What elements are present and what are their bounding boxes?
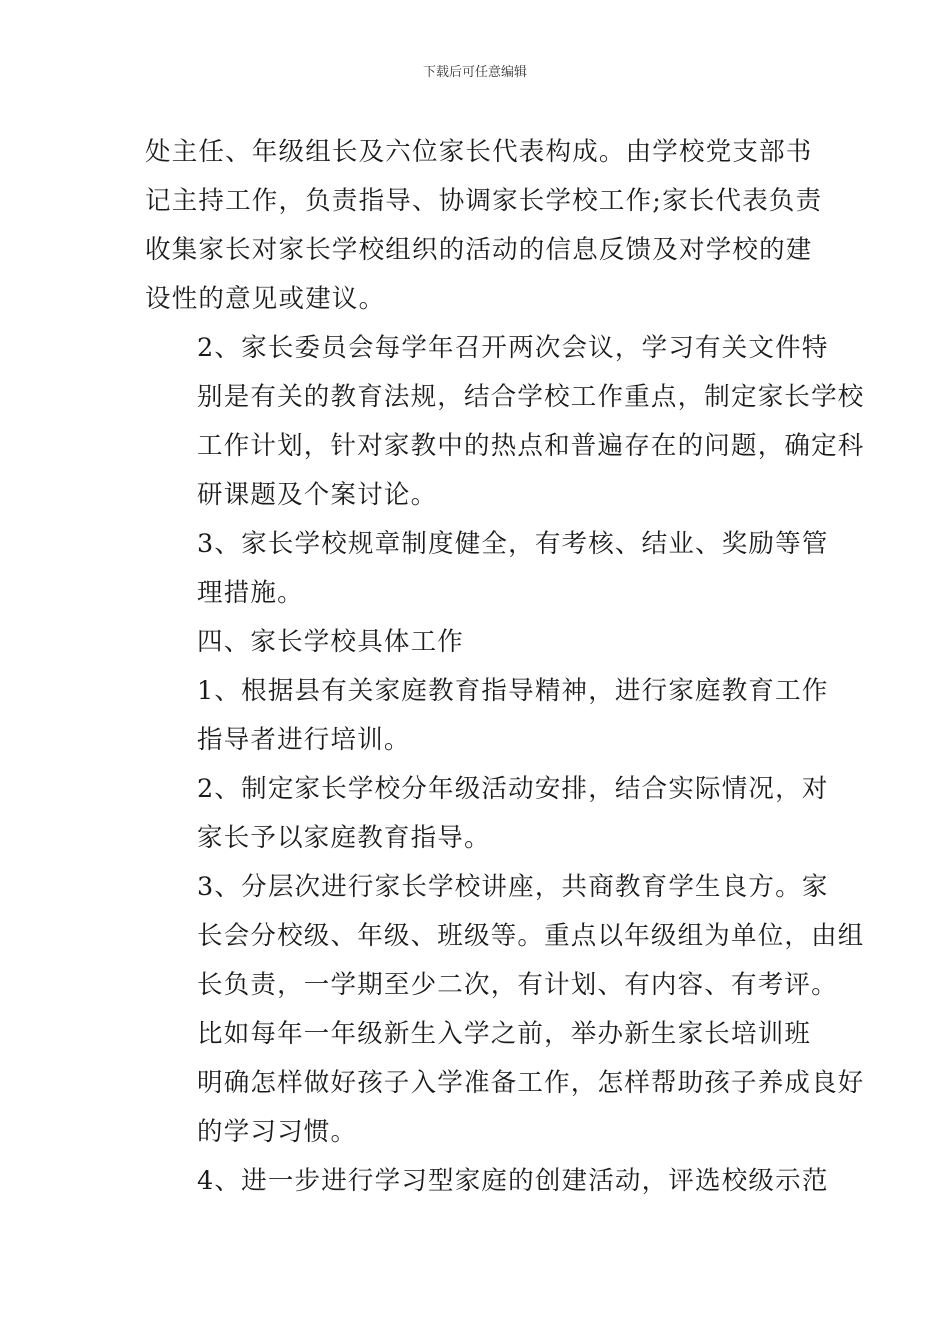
- text-line: 处主任、年级组长及六位家长代表构成。由学校党支部书: [145, 137, 813, 167]
- text-line: 4、进一步进行学习型家庭的创建活动，评选校级示范: [197, 1166, 829, 1196]
- text-line: 2、家长委员会每学年召开两次会议，学习有关文件特: [197, 333, 829, 363]
- text-line: 长负责，一学期至少二次，有计划、有内容、有考评。: [197, 970, 838, 1000]
- text-line: 指导者进行培训。: [197, 725, 411, 755]
- text-line: 工作计划，针对家教中的热点和普遍存在的问题，确定科: [197, 431, 865, 461]
- text-line: 四、家长学校具体工作: [197, 627, 465, 657]
- paragraph-5: [145, 667, 829, 765]
- text-line: 研课题及个案讨论。: [197, 480, 438, 510]
- text-line: 理措施。: [197, 578, 304, 608]
- text-line: 明确怎样做好孩子入学准备工作，怎样帮助孩子养成良好: [197, 1068, 865, 1098]
- text-line: 收集家长对家长学校组织的活动的信息反馈及对学校的建: [145, 235, 813, 265]
- text-line: 别是有关的教育法规，结合学校工作重点，制定家长学校: [197, 382, 865, 412]
- text-line: 比如每年一年级新生入学之前，举办新生家长培训班: [197, 1019, 812, 1049]
- paragraph-1: [145, 128, 823, 324]
- page-header-note: 下载后可任意编辑: [422, 65, 527, 80]
- text-line: 3、家长学校规章制度健全，有考核、结业、奖励等管: [197, 529, 829, 559]
- text-line: 记主持工作，负责指导、协调家长学校工作;家长代表负责: [145, 186, 823, 216]
- paragraph-2: [145, 324, 865, 520]
- text-line: 2、制定家长学校分年级活动安排，结合实际情况，对: [197, 774, 829, 804]
- document-body: [145, 128, 865, 1206]
- text-line: 的学习习惯。: [197, 1117, 358, 1147]
- paragraph-7: [145, 863, 865, 1010]
- text-line: 长会分校级、年级、班级等。重点以年级组为单位，由组: [197, 921, 865, 951]
- text-line: 设性的意见或建议。: [145, 284, 386, 314]
- paragraph-9: [145, 1157, 829, 1206]
- paragraph-3: [145, 520, 829, 618]
- section-heading-4: [145, 618, 810, 667]
- text-line: 家长予以家庭教育指导。: [197, 823, 491, 853]
- text-line: 1、根据县有关家庭教育指导精神，进行家庭教育工作: [197, 676, 829, 706]
- paragraph-8: [145, 1010, 865, 1157]
- paragraph-6: [145, 765, 829, 863]
- text-line: 3、分层次进行家长学校讲座，共商教育学生良方。家: [197, 872, 829, 902]
